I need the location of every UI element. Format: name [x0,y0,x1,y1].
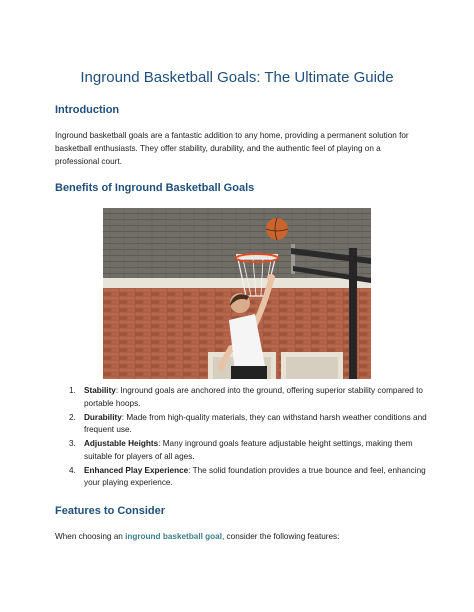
benefit-text: : Made from high-quality materials, they can withstand harsh weather conditions and frequent use. [84,412,427,434]
benefit-term: Durability [84,412,122,422]
benefit-text: : Inground goals are anchored into the ground, offering superior stability compared to portable hoops. [84,386,423,408]
list-item: 2. Durability: Made from high-quality materials, they can withstand harsh weather conditions and frequent use. [69,412,427,434]
page-title: Inground Basketball Goals: The Ultimate Guide [80,69,394,86]
benefit-term: Stability [84,386,116,395]
benefit-text: : The solid foundation provides a true bounce and feel, enhancing your playing experience. [84,465,426,487]
inground-basketball-goal-link[interactable]: inground basketball goal [125,532,222,541]
benefits-heading: Benefits of Inground Basketball Goals [55,182,255,194]
list-item: 4. Enhanced Play Experience: The solid foundation provides a true bounce and feel, enhancing your playing experience. [69,465,426,487]
benefits-list [55,385,427,491]
basketball-photo [103,208,371,379]
list-item: 1. Stability: Inground goals are anchored into the ground, offering superior stability compared to portable hoops. [69,386,423,408]
benefit-term: Adjustable Heights [84,439,159,448]
benefit-term: Enhanced Play Experience [84,465,189,475]
introduction-heading: Introduction [55,104,120,116]
features-paragraph: When choosing an inground basketball goal, consider the following features: [55,532,340,541]
benefit-text: : Many inground goals feature adjustable height settings, making them suitable for players of all ages. [84,439,413,461]
introduction-paragraph: Inground basketball goals are a fantastic addition to any home, providing a permanent solution for basketball enthusiasts. They offer stability, durability, and the authentic feel of playing on a professional court. [55,131,409,166]
list-item: 3. Adjustable Heights: Many inground goals feature adjustable height settings, making them suitable for players of all ages. [69,439,413,461]
features-heading: Features to Consider [55,505,166,517]
